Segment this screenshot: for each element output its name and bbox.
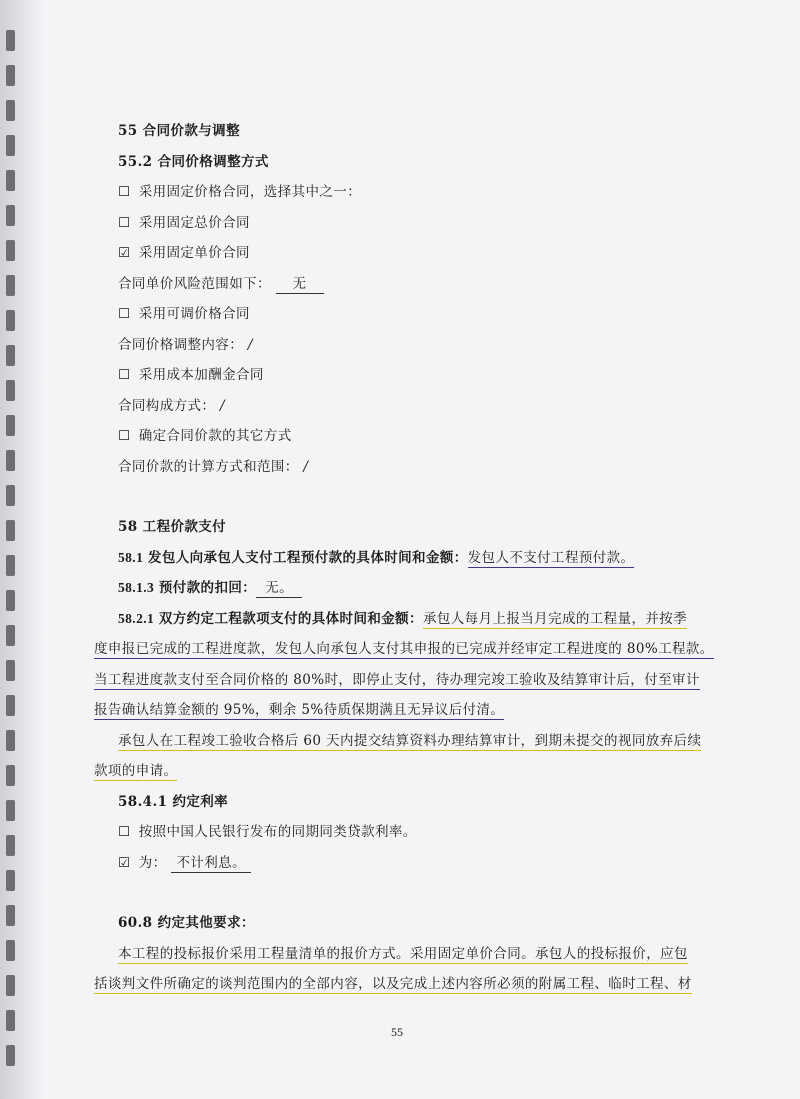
paragraph-line — [94, 671, 700, 689]
adjust-content-label: 合同价格调整内容： — [118, 337, 244, 353]
adjust-content-value: / — [247, 337, 253, 353]
section-58-1 — [118, 549, 634, 567]
clause-text: 报告确认结算金额的 95%，剩余 5%待质保期满且无异议后付清。 — [94, 702, 505, 718]
paragraph-line — [118, 945, 688, 963]
risk-range-label: 合同单价风险范围如下： — [118, 276, 271, 292]
clause-label: 发包人向承包人支付工程预付款的具体时间和金额： — [147, 550, 468, 566]
option-fixed-total-price — [118, 214, 250, 232]
other-requirements-text: 括谈判文件所确定的谈判范围内的全部内容，以及完成上述内容所必须的附属工程、临时工程、材 — [94, 976, 692, 992]
option-cost-plus — [118, 366, 264, 384]
risk-range-line — [118, 275, 324, 294]
checkbox-empty-icon: ☐ — [118, 428, 131, 444]
clause-text: 承包人每月上报当月完成的工程量，并按季 — [422, 611, 688, 627]
rate-option-1 — [118, 823, 417, 841]
option-label: 采用固定单价合同 — [138, 245, 250, 261]
paragraph-line — [94, 701, 504, 719]
checkbox-checked-icon: ☑ — [118, 245, 131, 261]
checkbox-empty-icon: ☐ — [118, 215, 131, 231]
clause-number: 58.1.3 — [118, 580, 155, 595]
adjust-content-line — [118, 336, 253, 354]
clause-value: 无。 — [256, 579, 302, 598]
page-number: 55 — [391, 1025, 403, 1039]
clause-text: 当工程进度款支付至合同价格的 80%时，即停止支付，待办理完竣工验收及结算审计后，付至审计 — [94, 672, 700, 688]
option-label: 采用可调价格合同 — [138, 306, 250, 322]
option-fixed-price — [118, 183, 361, 201]
option-label: 确定合同价款的其它方式 — [138, 428, 292, 444]
section-55-title: 55 合同价款与调整 — [118, 123, 240, 139]
clause-value: 发包人不支付工程预付款。 — [467, 550, 635, 566]
option-label: 采用固定价格合同，选择其中之一： — [138, 184, 362, 200]
option-label: 采用成本加酬金合同 — [138, 367, 264, 383]
checkbox-empty-icon: ☐ — [118, 306, 131, 322]
option-label: 为： — [138, 855, 167, 871]
option-value: 不计利息。 — [171, 854, 251, 873]
section-55-2-title: 55.2 合同价格调整方式 — [118, 154, 269, 170]
checkbox-empty-icon: ☐ — [118, 824, 131, 840]
rate-option-2 — [118, 854, 251, 873]
section-58-1-3 — [118, 579, 302, 598]
settlement-text: 承包人在工程竣工验收合格后 60 天内提交结算资料办理结算审计，到期未提交的视同放弃后续 — [118, 733, 702, 749]
compose-method-label: 合同构成方式： — [118, 398, 216, 414]
paragraph-line — [94, 975, 692, 993]
section-58-2-1 — [118, 610, 687, 628]
paragraph-line — [94, 762, 177, 780]
calc-method-value: / — [303, 459, 309, 475]
checkbox-empty-icon: ☐ — [118, 367, 131, 383]
compose-method-line — [118, 397, 225, 415]
paragraph-line — [94, 640, 714, 658]
calc-method-label: 合同价款的计算方式和范围： — [118, 459, 299, 475]
checkbox-empty-icon: ☐ — [118, 184, 131, 200]
risk-range-value: 无 — [276, 275, 324, 294]
clause-label: 预付款的扣回： — [158, 580, 257, 596]
section-60-8-title: 60.8 约定其他要求： — [118, 915, 255, 931]
settlement-text: 款项的申请。 — [94, 763, 178, 779]
section-58-title: 58 工程价款支付 — [118, 519, 227, 535]
option-other-method — [118, 427, 292, 445]
calc-method-line — [118, 458, 308, 476]
other-requirements-text: 本工程的投标报价采用工程量清单的报价方式。采用固定单价合同。承包人的投标报价，应包 — [118, 946, 688, 962]
compose-method-value: / — [220, 398, 225, 414]
clause-number: 58.2.1 — [118, 611, 155, 626]
clause-text: 度申报已完成的工程进度款，发包人向承包人支付其申报的已完成并经审定工程进度的 80%工程款。 — [94, 641, 714, 657]
option-adjustable-price — [118, 305, 250, 323]
clause-number: 58.1 — [118, 550, 144, 565]
checkbox-checked-icon: ☑ — [118, 855, 131, 871]
option-label: 按照中国人民银行发布的同期同类贷款利率。 — [138, 824, 417, 840]
option-label: 采用固定总价合同 — [138, 215, 250, 231]
section-58-4-1-title: 58.4.1 约定利率 — [118, 794, 229, 810]
paragraph-line — [118, 732, 701, 750]
option-fixed-unit-price — [118, 244, 250, 262]
clause-label: 双方约定工程款项支付的具体时间和金额： — [158, 611, 423, 627]
